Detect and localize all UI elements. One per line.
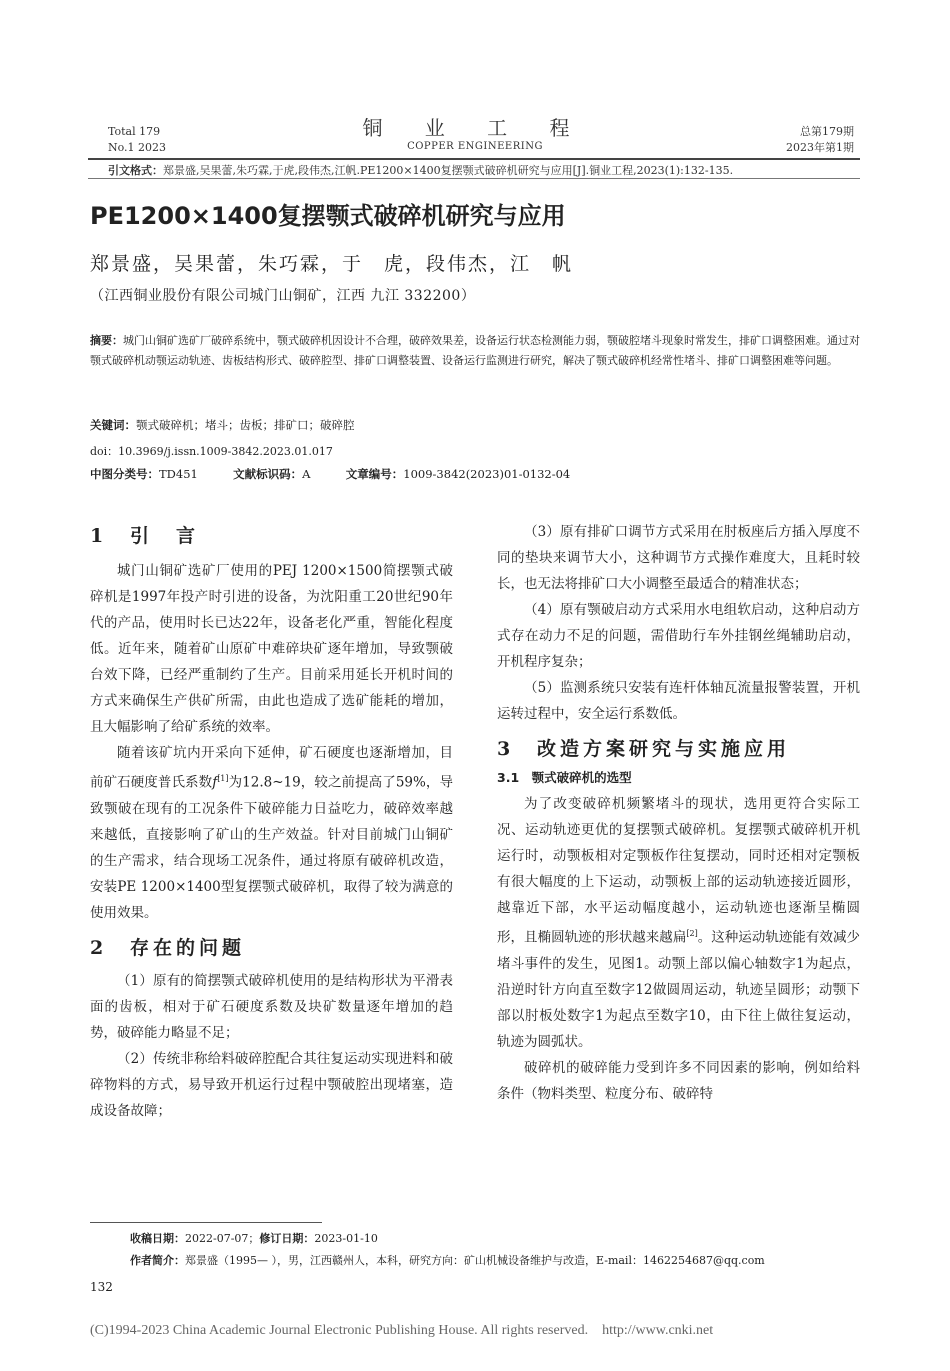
- citation-rule: [88, 178, 860, 179]
- section-3-heading: [497, 735, 860, 763]
- author-bio-label: 作者简介：: [130, 1254, 185, 1267]
- symbol-f: f: [212, 774, 218, 791]
- footnote-rule: [90, 1222, 322, 1223]
- journal-title-cn: 铜 业 工 程: [362, 116, 588, 140]
- issue-item-5: （5）监测系统只安装有连杆体轴瓦流量报警装置，开机运转过程中，安全运行系数低。: [497, 680, 860, 722]
- issue-item-3: （3）原有排矿口调节方式采用在肘板座后方插入厚度不同的垫块来调节大小，这种调节方式操作难度大，且耗时较长，也无法将排矿口大小调整至最适合的精准状态；: [497, 524, 860, 592]
- abstract: [90, 331, 860, 371]
- article-number-value: 1009-3842(2023)01-0132-04: [403, 467, 571, 481]
- section-1-paragraph-1: 城门山铜矿选矿厂使用的PEJ 1200×1500简摆颚式破碎机是1997年投产时引进的设备，为沈阳重工20世纪90年代的产品，使用时长已达22年，设备老化严重，智能化程度低。近年来，随着矿山原矿中难碎块矿逐年增加，导致颚破台效下降，已经严重制约了生产。目前采用延长开机时间的方式来确保生产供矿所需，由此也造成了选矿能耗的增加，且大幅影响了给矿系统的效率。: [90, 563, 453, 735]
- paper-title: PE1200×1400复摆颚式破碎机研究与应用: [90, 202, 566, 230]
- page-number: 132: [90, 1280, 113, 1294]
- doc-code-label: 文献标识码：: [233, 467, 303, 481]
- left-column: [90, 522, 453, 1124]
- section-1-paragraph-2-part-b: 为12.8~19，较之前提高了59%，导致颚破在现有的工况条件下破碎能力日益吃力，破碎效率越来越低，直接影响了矿山的生产效益。针对目前城门山铜矿的生产需求，结合现场工况条件，通过将原有破碎机改造，安装PE 1200×1400型复摆颚式破碎机，取得了较为满意的使用效果。: [90, 774, 453, 921]
- reference-1: [1]: [217, 774, 229, 783]
- issue-item-2: （2）传统非称给料破碎腔配合其往复运动实现进料和破碎物料的方式，易导致开机运行过程中颚破腔出现堵塞，造成设备故障；: [90, 1050, 453, 1119]
- section-3-title: 改造方案研究与实施应用: [537, 738, 791, 760]
- issue-number-cn: 2023年第1期: [786, 141, 854, 154]
- subsection-3-1-paragraph-1: [497, 791, 860, 1055]
- subsection-3-1-heading: 3.1 颚式破碎机的选型: [497, 770, 632, 785]
- section-1-paragraph-2: [90, 740, 453, 926]
- clc-label: 中图分类号：: [90, 467, 159, 481]
- doi: doi：10.3969/j.issn.1009-3842.2023.01.017: [90, 445, 333, 458]
- section-3-number: 3: [497, 738, 511, 760]
- header-rule: [88, 158, 860, 160]
- right-column: [497, 519, 860, 1107]
- received-date: 2022-07-07；: [185, 1232, 260, 1245]
- subsection-3-1-paragraph-1-part-b: 。这种运动轨迹能有效减少堵斗事件的发生，见图1。动颚上部以偏心轴数字1为起点，沿逆时针方向直至数字12做圆周运动，轨迹呈圆形；动颚下部以肘板处数字1为起点至数字10，由下往上做往复运动，轨迹为圆弧状。: [497, 929, 861, 1050]
- subsection-3-1-paragraph-1-part-a: 为了改变破碎机频繁堵斗的现状，选用更符合实际工况、运动轨迹更优的复摆颚式破碎机。复摆颚式破碎机开机运行时，动颚板相对定颚板作往复摆动，同时还相对定颚板有很大幅度的上下运动，动颚板上部的运动轨迹接近圆形，越靠近下部，水平运动幅度越小，运动轨迹也逐渐呈椭圆形，且椭圆轨迹的形状越来越扁: [497, 796, 860, 946]
- issue-item-4: （4）原有颚破启动方式采用水电组软启动，这种启动方式存在动力不足的问题，需借助行车外挂钢丝绳辅助启动，开机程序复杂；: [497, 602, 860, 670]
- affiliation: （江西铜业股份有限公司城门山铜矿，江西 九江 332200）: [90, 288, 476, 304]
- citation-text: 郑景盛,吴果蕾,朱巧霖,于虎,段伟杰,江帆.PE1200×1400复摆颚式破碎机研究与应用[J].铜业工程,2023(1):132-135.: [163, 164, 734, 177]
- section-1-paragraph-2-part-a: 随着该矿坑内开采向下延伸，矿石硬度也逐渐增加，目前矿石硬度普氏系数: [90, 745, 453, 791]
- keywords-label: 关键词：: [90, 418, 136, 432]
- revised-date: 2023-01-10: [314, 1232, 378, 1245]
- keywords: [90, 417, 355, 433]
- total-issue-en: Total 179: [108, 125, 161, 138]
- reference-2: [2]: [686, 929, 698, 938]
- article-number-label: 文章编号：: [345, 467, 404, 481]
- abstract-text: 城门山铜矿选矿厂破碎系统中，颚式破碎机因设计不合理，破碎效果差，设备运行状态检测能力弱，颚破腔堵斗现象时常发生，排矿口调整困难。通过对颚式破碎机动颚运动轨迹、齿板结构形式、破碎腔型、排矿口调整装置、设备运行监测进行研究，解决了颚式破碎机经常性堵斗、排矿口调整困难等问题。: [90, 334, 860, 367]
- section-1-number: 1: [90, 525, 104, 547]
- clc-value: TD451: [159, 467, 198, 481]
- abstract-label: 摘要：: [90, 334, 123, 347]
- subsection-3-1-paragraph-2: 破碎机的破碎能力受到许多不同因素的影响，例如给料条件（物料类型、粒度分布、破碎特: [497, 1059, 860, 1102]
- received-label: 收稿日期：: [130, 1232, 185, 1245]
- citation-format: [108, 162, 733, 178]
- citation-label: 引文格式：: [108, 164, 163, 177]
- section-2-heading: [90, 934, 453, 962]
- section-1-heading: [90, 522, 453, 550]
- author-bio: 郑景盛（1995— ），男，江西赣州人，本科，研究方向：矿山机械设备维护与改造，E-mail：1462254687@qq.com: [185, 1254, 765, 1267]
- authors: 郑景盛，吴果蕾，朱巧霖，于 虎，段伟杰，江 帆: [90, 253, 574, 275]
- author-footnote: [130, 1252, 765, 1268]
- section-2-title: 存在的问题: [130, 936, 246, 959]
- classification-line: [90, 466, 570, 482]
- keywords-text: 颚式破碎机；堵斗；齿板；排矿口；破碎腔: [136, 418, 355, 432]
- doc-code-value: A: [302, 467, 311, 481]
- journal-title-en: COPPER ENGINEERING: [407, 141, 543, 152]
- revised-label: 修订日期：: [259, 1232, 315, 1245]
- dates-footnote: [130, 1230, 378, 1246]
- issue-number-en: No.1 2023: [108, 141, 167, 154]
- section-1-title: 引 言: [130, 525, 200, 547]
- section-2-number: 2: [90, 936, 104, 959]
- issue-item-1: （1）原有的简摆颚式破碎机使用的是结构形状为平滑表面的齿板，相对于矿石硬度系数及块矿数量逐年增加的趋势，破碎能力略显不足；: [90, 972, 453, 1041]
- copyright-notice: (C)1994-2023 China Academic Journal Electronic Publishing House. All rights reserved. http://www.cnki.net: [90, 1323, 714, 1338]
- total-issue-cn: 总第179期: [800, 125, 854, 138]
